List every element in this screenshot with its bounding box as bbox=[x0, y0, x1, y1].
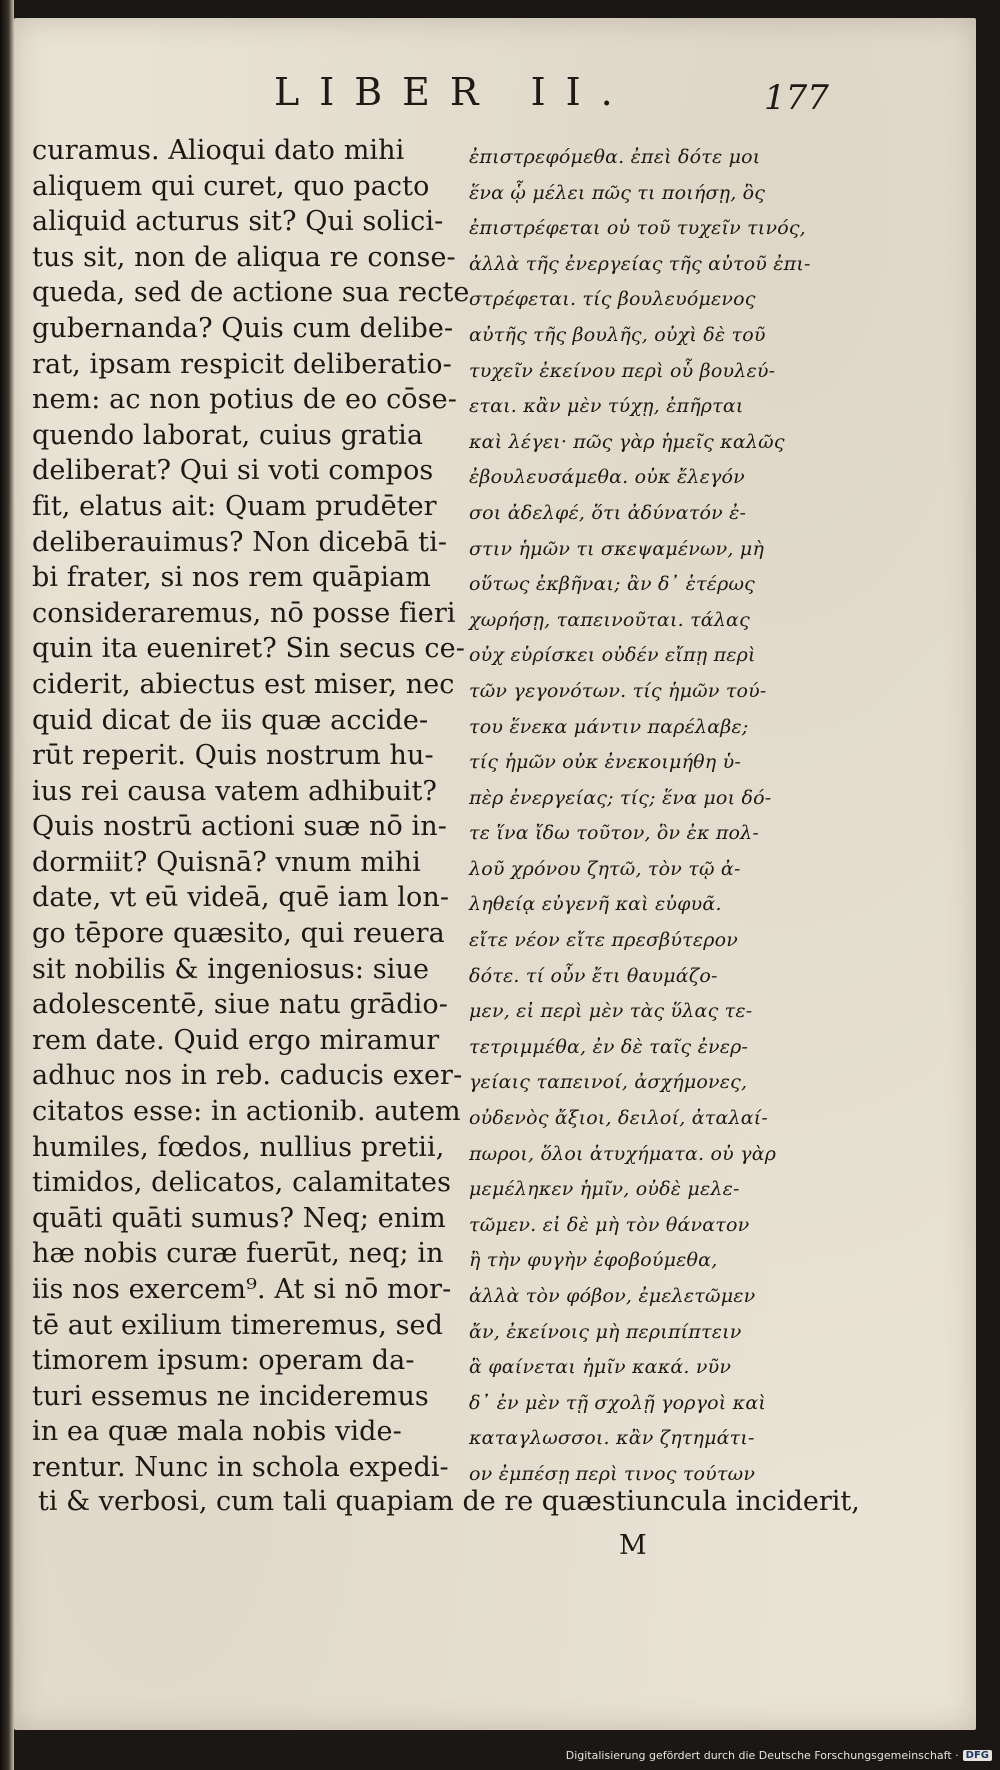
latin-text-line: tus sit, non de aliqua re conse- bbox=[32, 241, 456, 273]
greek-text-line: γείαις ταπεινοί, ἀσχήμονες, bbox=[469, 1071, 748, 1094]
latin-text-line: timorem ipsum: operam da- bbox=[32, 1345, 415, 1377]
greek-text-line: στιν ἡμῶν τι σκεψαμένων, μὴ bbox=[469, 537, 765, 560]
greek-text-line: ἐπιστρέφεται οὐ τοῦ τυχεῖν τινός, bbox=[469, 217, 806, 240]
book-spine-shadow bbox=[0, 0, 14, 1770]
latin-text-line: quid dicat de iis quæ accide- bbox=[32, 704, 429, 736]
signature-mark: M bbox=[619, 1530, 647, 1561]
greek-text-line: καὶ λέγει· πῶς γὰρ ἡμεῖς καλῶς bbox=[469, 430, 785, 453]
greek-text-line: ἕνα ᾧ μέλει πῶς τι ποιήσῃ, ὃς bbox=[469, 181, 766, 204]
latin-text-line: gubernanda? Quis cum delibe- bbox=[32, 312, 454, 344]
greek-text-line: λοῦ χρόνου ζητῶ, τὸν τῷ ἀ- bbox=[469, 857, 741, 880]
greek-column bbox=[469, 140, 839, 1493]
latin-text-line: curamus. Alioqui dato mihi bbox=[32, 135, 405, 166]
latin-text-line: timidos, delicatos, calamitates bbox=[32, 1167, 452, 1199]
greek-text-line: εἴτε νέον εἴτε πρεσβύτερον bbox=[469, 929, 738, 952]
latin-text-line: rentur. Nunc in schola expedi- bbox=[32, 1451, 449, 1483]
greek-text-line: ἐπιστρεφόμεθα. ἐπεὶ δότε μοι bbox=[469, 146, 761, 168]
greek-text-line: ἀλλὰ τὸν φόβον, ἐμελετῶμεν bbox=[469, 1285, 756, 1307]
greek-text-line: πὲρ ἐνεργείας; τίς; ἕνα μοι δό- bbox=[469, 786, 772, 809]
latin-text-line: rem date. Quid ergo miramur bbox=[32, 1024, 440, 1056]
latin-text-line: sit nobilis & ingeniosus: siue bbox=[32, 953, 430, 985]
greek-text-line: καταγλωσσοι. κἂν ζητημάτι- bbox=[469, 1427, 755, 1450]
latin-column bbox=[32, 133, 470, 1486]
greek-text-line: ἄν, ἐκείνοις μὴ περιπίπτειν bbox=[469, 1320, 742, 1343]
latin-text-line: rat, ipsam respicit deliberatio- bbox=[32, 348, 452, 380]
greek-text-line: μεμέληκεν ἡμῖν, οὐδὲ μελε- bbox=[469, 1178, 740, 1201]
latin-text-line: deliberat? Qui si voti compos bbox=[32, 455, 434, 487]
latin-text-line: adhuc nos in reb. caducis exer- bbox=[32, 1060, 463, 1092]
greek-text-line: τυχεῖν ἐκείνου περὶ οὗ βουλεύ- bbox=[469, 359, 776, 382]
greek-text-line: πωροι, ὅλοι ἀτυχήματα. οὐ γὰρ bbox=[469, 1142, 777, 1165]
greek-text-line: ἢ τὴν φυγὴν ἐφοβούμεθα, bbox=[469, 1249, 718, 1272]
latin-text-line: consideraremus, nō posse fieri bbox=[32, 597, 456, 629]
greek-text-line: μεν, εἰ περὶ μὲν τὰς ὕλας τε- bbox=[469, 1000, 753, 1023]
greek-text-line: οὐδενὸς ἄξιοι, δειλοί, ἀταλαί- bbox=[469, 1107, 769, 1130]
running-title: LIBER II. bbox=[274, 70, 633, 114]
latin-text-line: aliquem qui curet, quo pacto bbox=[32, 170, 430, 202]
greek-text-line: αὐτῆς τῆς βουλῆς, οὐχὶ δὲ τοῦ bbox=[469, 323, 766, 346]
latin-text-line: adolescentē, siue natu grādio- bbox=[32, 989, 448, 1021]
greek-text-line: τίς ἡμῶν οὐκ ἐνεκοιμήθη ὑ- bbox=[469, 751, 741, 774]
latin-text-line: Quis nostrū actioni suæ nō in- bbox=[32, 811, 447, 843]
latin-text-line: nem: ac non potius de eo cōse- bbox=[32, 384, 457, 416]
greek-text-line: σοι ἀδελφέ, ὅτι ἀδύνατόν ἐ- bbox=[469, 501, 747, 524]
latin-text-line: in ea quæ mala nobis vide- bbox=[32, 1416, 402, 1448]
dfg-logo: DFG bbox=[963, 1750, 992, 1761]
greek-text-line: οὐχ εὑρίσκει οὐδέν εἴπῃ περὶ bbox=[469, 644, 756, 667]
latin-text-line: fit, elatus ait: Quam prudēter bbox=[32, 490, 437, 522]
greek-text-line: του ἕνεκα μάντιν παρέλαβε; bbox=[469, 715, 749, 738]
greek-text-line: ον ἐμπέσῃ περὶ τινος τούτων bbox=[469, 1462, 756, 1485]
greek-text-line: ἀλλὰ τῆς ἐνεργείας τῆς αὐτοῦ ἐπι- bbox=[469, 252, 811, 275]
latin-text-line: go tēpore quæsito, qui reuera bbox=[32, 918, 445, 950]
footer-text: Digitalisierung gefördert durch die Deutsche Forschungsgemeinschaft · bbox=[565, 1749, 959, 1762]
latin-text-line: citatos esse: in actionib. autem bbox=[32, 1096, 461, 1128]
latin-text-line: turi essemus ne incideremus bbox=[32, 1380, 429, 1412]
greek-text-line: ληθείᾳ εὐγενῆ καὶ εὐφυᾶ. bbox=[469, 893, 722, 916]
greek-text-line: χωρήσῃ, ταπεινοῦται. τάλας bbox=[469, 608, 750, 631]
closing-line: ti & verbosi, cum tali quapiam de re quæstiuncula inciderit, bbox=[38, 1486, 860, 1517]
latin-text-line: quendo laborat, cuius gratia bbox=[32, 419, 424, 451]
latin-text-line: ciderit, abiectus est miser, nec bbox=[32, 668, 455, 700]
latin-text-line: humiles, fœdos, nullius pretii, bbox=[32, 1131, 445, 1163]
latin-text-line: iis nos exercem⁹. At si nō mor- bbox=[32, 1274, 452, 1305]
greek-text-line: τῶμεν. εἰ δὲ μὴ τὸν θάνατον bbox=[469, 1213, 750, 1236]
page-header bbox=[14, 68, 976, 128]
greek-text-line: εται. κἂν μὲν τύχῃ, ἐπῆρται bbox=[469, 395, 744, 418]
greek-text-line: οὕτως ἐκβῆναι; ἂν δ᾽ ἑτέρως bbox=[469, 573, 755, 596]
greek-text-line: ἃ φαίνεται ἡμῖν κακά. νῦν bbox=[469, 1356, 732, 1379]
latin-text-line: bi frater, si nos rem quāpiam bbox=[32, 562, 431, 594]
digitization-footer bbox=[566, 1749, 992, 1762]
book-page bbox=[14, 18, 976, 1730]
latin-text-line: ius rei causa vatem adhibuit? bbox=[32, 775, 438, 807]
latin-text-line: dormiit? Quisnā? vnum mihi bbox=[32, 846, 421, 878]
latin-text-line: quāti quāti sumus? Neq; enim bbox=[32, 1202, 446, 1234]
latin-text-line: deliberauimus? Non dicebā ti- bbox=[32, 526, 448, 558]
greek-text-line: δότε. τί οὖν ἔτι θαυμάζο- bbox=[469, 964, 718, 987]
greek-text-line: στρέφεται. τίς βουλευόμενος bbox=[469, 288, 756, 311]
latin-text-line: quin ita eueniret? Sin secus ce- bbox=[32, 633, 465, 665]
page-number: 177 bbox=[764, 78, 829, 118]
greek-text-line: δ᾽ ἐν μὲν τῇ σχολῇ γοργοὶ καὶ bbox=[469, 1391, 767, 1414]
latin-text-line: queda, sed de actione sua recte bbox=[32, 277, 470, 309]
greek-text-line: τε ἵνα ἴδω τοῦτον, ὃν ἐκ πολ- bbox=[469, 822, 760, 845]
latin-text-line: aliquid acturus sit? Qui solici- bbox=[32, 206, 444, 238]
latin-text-line: rūt reperit. Quis nostrum hu- bbox=[32, 740, 434, 772]
latin-text-line: tē aut exilium timeremus, sed bbox=[32, 1309, 443, 1341]
greek-text-line: ἐβουλευσάμεθα. οὐκ ἔλεγόν bbox=[469, 466, 745, 489]
greek-text-line: τῶν γεγονότων. τίς ἡμῶν τού- bbox=[469, 679, 767, 702]
latin-text-line: hæ nobis curæ fuerūt, neq; in bbox=[32, 1238, 444, 1270]
greek-text-line: τετριμμέθα, ἐν δὲ ταῖς ἐνερ- bbox=[469, 1035, 749, 1058]
latin-text-line: date, vt eū videā, quē iam lon- bbox=[32, 882, 450, 914]
